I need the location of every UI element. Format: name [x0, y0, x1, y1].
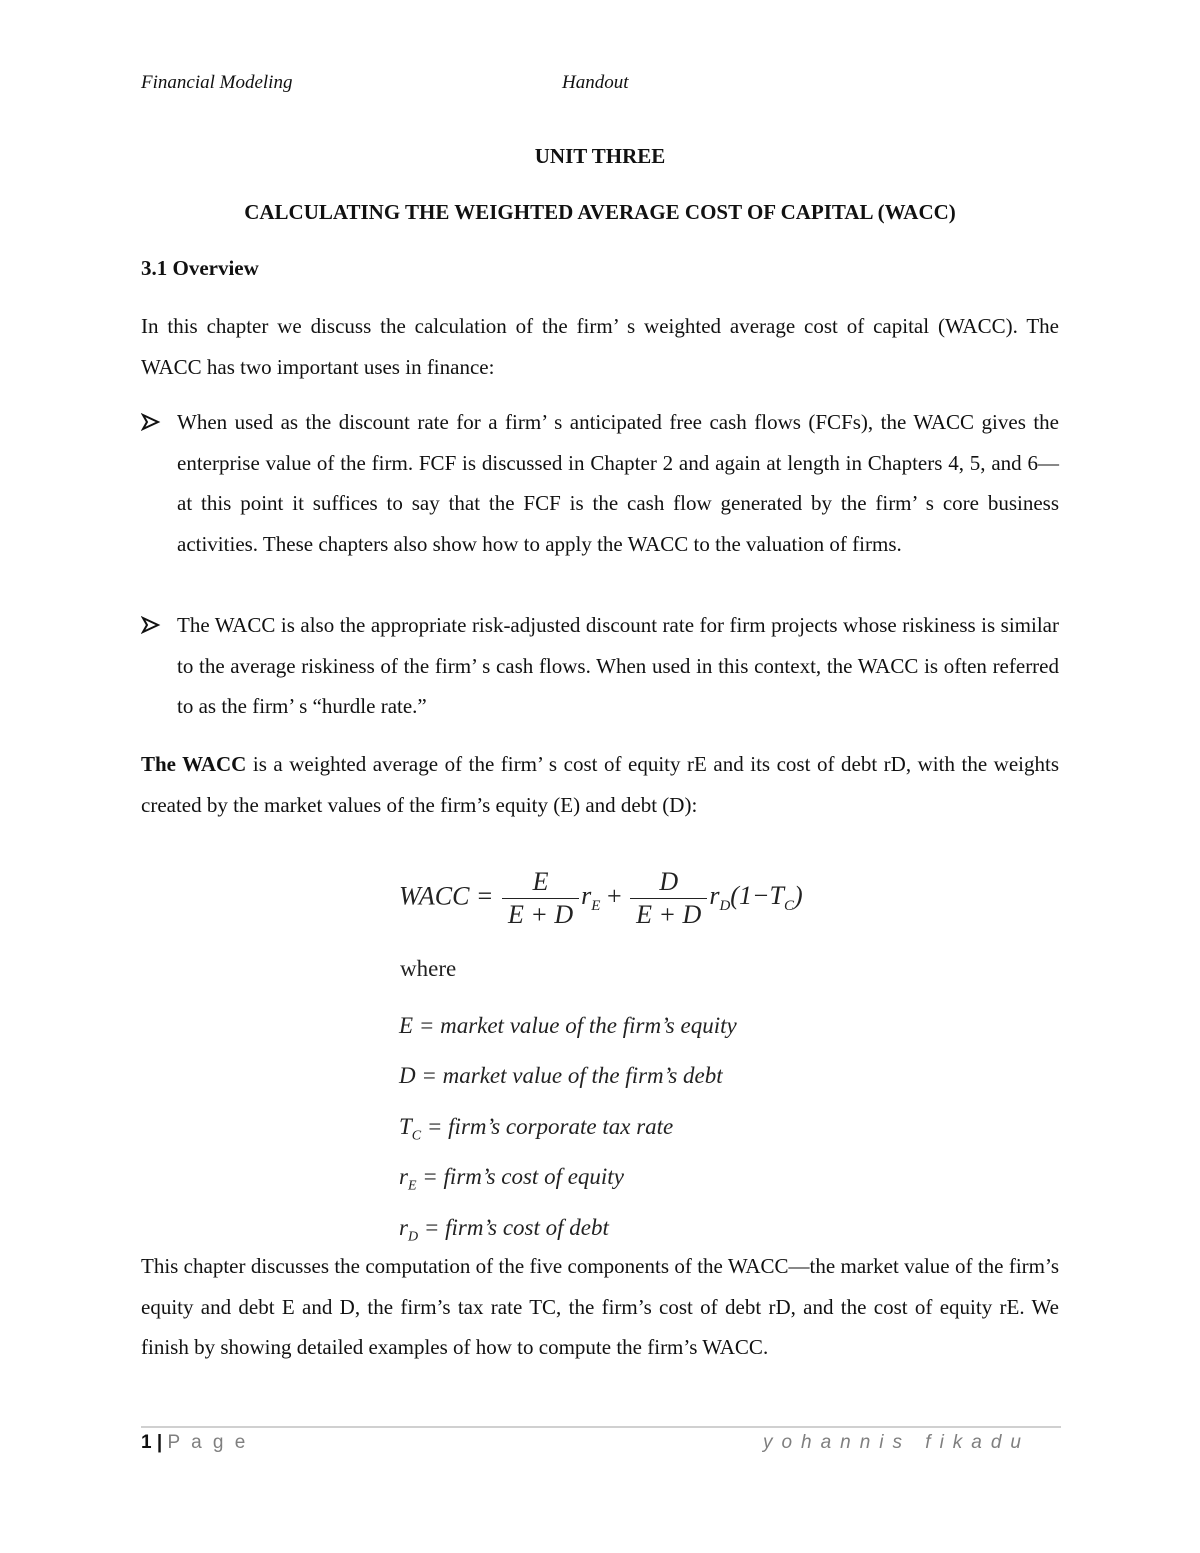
intro-paragraph: In this chapter we discuss the calculation of the firm’ s weighted average cost of capital (WACC). The WACC has two important uses in finance: — [141, 314, 1059, 379]
formula-tax-term: $(1-T_C)$ — [730, 881, 803, 915]
arrow-bullet-icon — [141, 605, 163, 649]
definition-item: $r_E$ = firm’s cost of equity — [399, 1164, 624, 1194]
bullet-text: The WACC is also the appropriate risk-adjusted discount rate for firm projects whose riskiness is similar to the average riskiness of the firm’ s cash flows. When used in this context, the WACC is often referred to as the firm’ s “hurdle rate.” — [177, 613, 1059, 718]
formula-term-re: $r_E$ — [581, 881, 601, 915]
section-heading: 3.1 Overview — [141, 256, 259, 280]
footer-author: yohannis fikadu — [762, 1432, 1030, 1453]
footer-divider — [141, 1426, 1061, 1428]
chapter-title: CALCULATING THE WEIGHTED AVERAGE COST OF CAPITAL (WACC) — [244, 200, 956, 224]
fraction-numerator: D — [630, 866, 707, 899]
bullet-text: When used as the discount rate for a firm’ s anticipated free cash flows (FCFs), the WACC gives the enterprise value of the firm. FCF is discussed in Chapter 2 and again at length in Chapters 4, 5, and 6—at this point it suffices to say that the FCF is the cash flow generated by the firm’ s core business activities. These chapters also show how to apply the WACC to the valuation of firms. — [177, 410, 1059, 556]
where-label: where — [400, 956, 457, 981]
wacc-bold-lead: The WACC — [141, 752, 247, 776]
definition-item: $T_C$ = firm’s corporate tax rate — [399, 1113, 674, 1144]
formula-fraction-equity — [502, 866, 579, 931]
unit-title: UNIT THREE — [534, 144, 666, 168]
fraction-numerator: E — [502, 866, 579, 899]
bullet-item — [141, 402, 1059, 564]
arrow-bullet-icon — [141, 402, 163, 446]
page-number: 1 | P a g e — [141, 1432, 249, 1453]
wacc-formula — [399, 866, 803, 931]
fraction-denominator: E + D — [636, 900, 702, 929]
fraction-denominator: E + D — [507, 900, 574, 929]
definitions-list — [399, 1006, 737, 1258]
wacc-paragraph — [141, 744, 1059, 825]
definition-item: E = market value of the firm’s equity — [399, 1013, 737, 1038]
formula-term-rd: $r_D$ — [709, 881, 731, 915]
definition-item: $r_D$ = firm’s cost of debt — [399, 1214, 609, 1245]
definition-item: D = market value of the firm’s debt — [399, 1063, 723, 1089]
header-left: Financial Modeling — [141, 72, 293, 93]
formula-lhs: WACC = — [399, 881, 494, 911]
closing-paragraph: This chapter discusses the computation of the five components of the WACC—the market value of the firm’s equity and debt E and D, the firm’s tax rate TC, the firm’s cost of debt rD, and the cost of equity rE. We finish by showing detailed examples of how to compute the firm’s WACC. — [141, 1254, 1059, 1359]
wacc-paragraph-rest: is a weighted average of the firm’ s cost of equity rE and its cost of debt rD, with the weights created by the market values of the firm’s equity (E) and debt (D): — [141, 752, 1060, 817]
formula-plus: + — [606, 881, 622, 911]
bullet-item — [141, 605, 1059, 727]
formula-fraction-debt — [630, 866, 707, 931]
header-center: Handout — [562, 72, 629, 93]
